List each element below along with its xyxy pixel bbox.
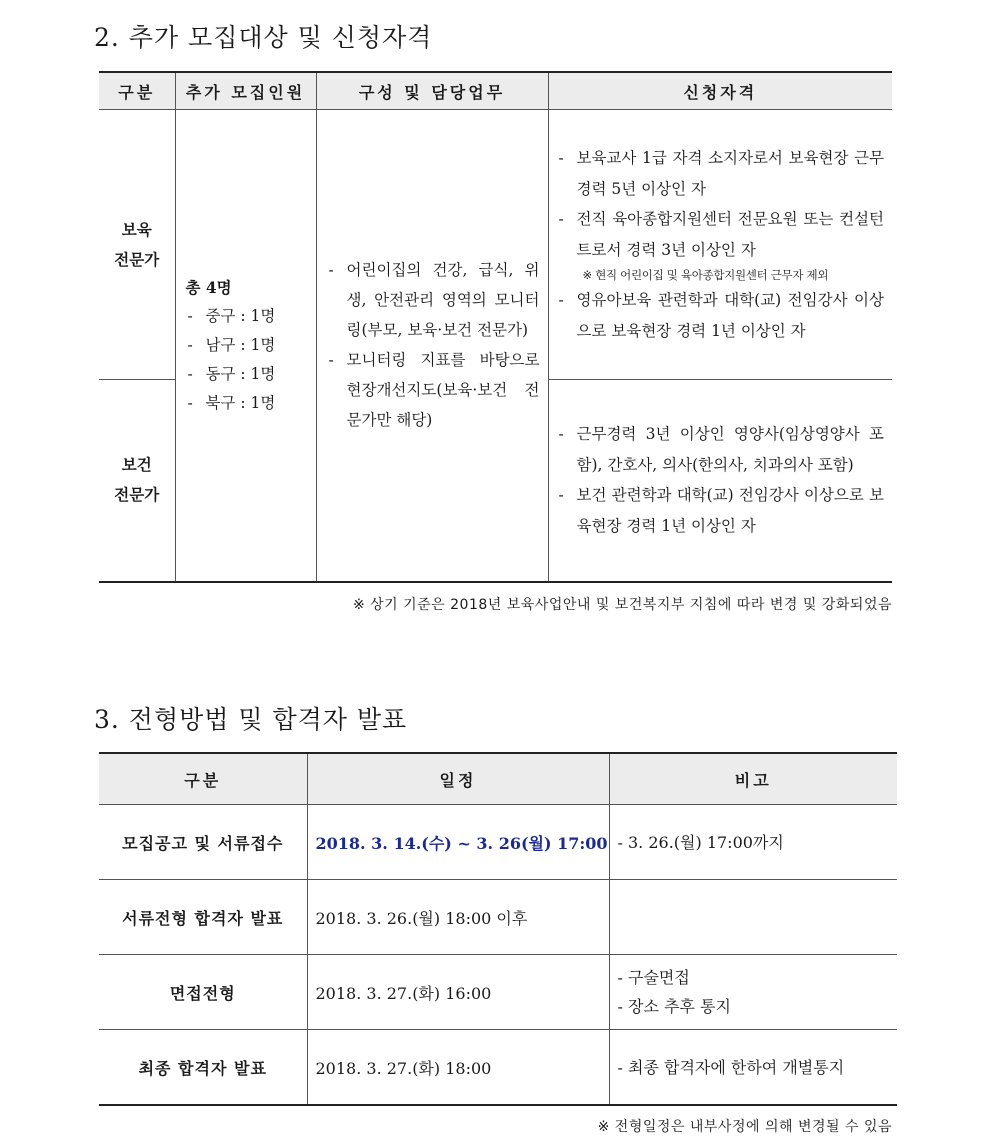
qualification-health: [548, 380, 892, 582]
header-qualification: 신청자격: [548, 72, 892, 110]
row-category: 최종 합격자 발표: [99, 1030, 307, 1106]
header-category: 구분: [99, 72, 175, 110]
qualification-item: - 영유아보육 관련학과 대학(교) 전임강사 이상으로 보육현장 경력 1년 이상인 자: [557, 285, 885, 346]
row-schedule: 2018. 3. 27.(화) 16:00: [307, 955, 609, 1030]
qualification-item: - 전직 육아종합지원센터 전문요원 또는 컨설턴트로서 경력 3년 이상인 자: [557, 204, 885, 265]
row-category: 면접전형: [99, 955, 307, 1030]
role-item: - 모니터링 지표를 바탕으로 현장개선지도(보육·보건 전문가만 해당): [327, 345, 540, 435]
recruit-item: - 동구 : 1명: [186, 360, 316, 389]
role-item: - 어린이집의 건강, 급식, 위생, 안전관리 영역의 모니터링(부모, 보육·보건 전문가): [327, 255, 540, 345]
recruit-total: 총 4명: [185, 277, 232, 297]
header-recruit-count: 추가 모집인원: [175, 72, 316, 110]
category-childcare-expert: 보육 전문가: [99, 110, 175, 380]
row-schedule: 2018. 3. 14.(수) ~ 3. 26(월) 17:00: [307, 805, 609, 880]
qualification-exclusion-note: ※ 현직 어린이집 및 육아종합지원센터 근무자 제외: [582, 268, 829, 282]
row-schedule: 2018. 3. 27.(화) 18:00: [307, 1030, 609, 1106]
table-row: [99, 1030, 897, 1106]
row-remarks: - 3. 26.(월) 17:00까지: [609, 805, 897, 880]
row-schedule: 2018. 3. 26.(월) 18:00 이후: [307, 880, 609, 955]
section-3-footnote: ※ 전형일정은 내부사정에 의해 변경될 수 있음: [597, 1119, 892, 1135]
row-remarks: [609, 880, 897, 955]
recruit-item: - 중구 : 1명: [186, 302, 316, 331]
header-schedule: 일정: [307, 753, 609, 805]
schedule-table: [99, 752, 897, 1106]
row-category: 서류전형 합격자 발표: [99, 880, 307, 955]
roles-cell: [316, 110, 548, 582]
row-remarks: - 최종 합격자에 한하여 개별통지: [609, 1030, 897, 1106]
recruit-count-cell: [175, 110, 316, 582]
header-roles: 구성 및 담당업무: [316, 72, 548, 110]
qualification-childcare: [548, 110, 892, 380]
recruit-item: - 북구 : 1명: [186, 389, 316, 418]
recruit-item: - 남구 : 1명: [186, 331, 316, 360]
header-category: 구분: [99, 753, 307, 805]
qualification-item: - 근무경력 3년 이상인 영양사(임상영양사 포함), 간호사, 의사(한의사, 치과의사 포함): [557, 419, 885, 480]
section-2-footnote: ※ 상기 기준은 2018년 보육사업안내 및 보건복지부 지침에 따라 변경 및 강화되었음: [352, 597, 892, 613]
table-row: [99, 805, 897, 880]
qualification-item: - 보육교사 1급 자격 소지자로서 보육현장 근무경력 5년 이상인 자: [557, 143, 885, 204]
row-category: 모집공고 및 서류접수: [99, 805, 307, 880]
table-row: [99, 880, 897, 955]
header-remarks: 비고: [609, 753, 897, 805]
table-row: [99, 955, 897, 1030]
qualification-item: - 보건 관련학과 대학(교) 전임강사 이상으로 보육현장 경력 1년 이상인 자: [557, 480, 885, 541]
eligibility-table: [99, 71, 892, 583]
section-3-title: 3. 전형방법 및 합격자 발표: [94, 705, 408, 734]
category-health-expert: 보건 전문가: [99, 380, 175, 582]
section-2-title: 2. 추가 모집대상 및 신청자격: [94, 23, 433, 52]
row-remarks: - 구술면접 - 장소 추후 통지: [609, 955, 897, 1030]
